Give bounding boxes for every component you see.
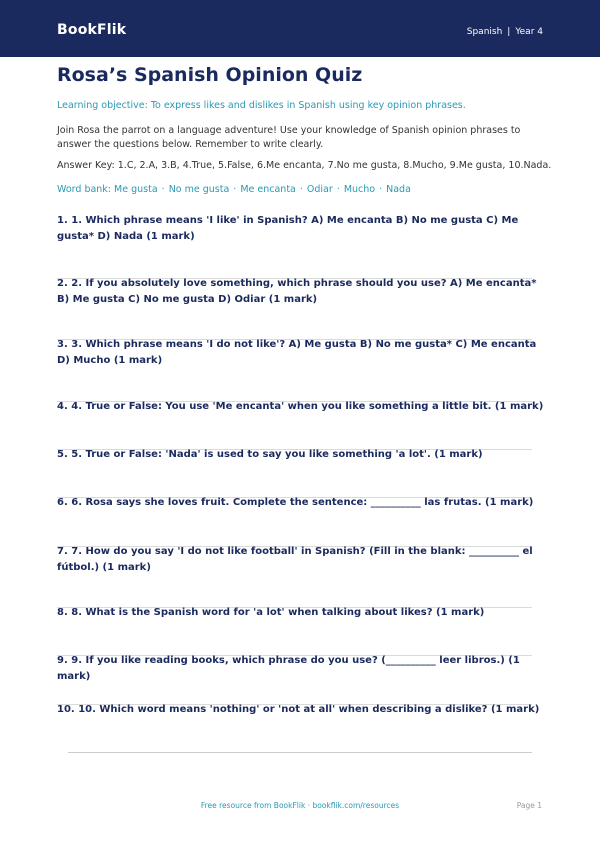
word-bank-label: Word bank: [57, 184, 112, 195]
word-bank-word: Me gusta [114, 184, 158, 195]
word-bank [57, 184, 411, 195]
brand-logo-text[interactable]: BookFlik [57, 22, 127, 38]
answer-key: Answer Key: 1.C, 2.A, 3.B, 4.True, 5.False, 6.Me encanta, 7.No me gusta, 8.Mucho, 9.Me gusta, 10.Nada. [57, 160, 552, 171]
question-4: 4. 4. True or False: You use 'Me encanta' when you like something a little bit. (1 mark) [57, 401, 544, 412]
header-meta [467, 27, 543, 37]
word-bank-word: Me encanta [240, 184, 296, 195]
header-bar [0, 0, 600, 57]
question-8: 8. 8. What is the Spanish word for 'a lot' when talking about likes? (1 mark) [57, 607, 485, 618]
footer-link[interactable]: Free resource from BookFlik · bookflik.com/resources [200, 801, 400, 810]
word-bank-word: Odiar [306, 184, 333, 195]
word-bank-word: Nada [386, 184, 411, 195]
word-bank-separator: · [161, 184, 165, 195]
word-bank-word: Mucho [343, 184, 376, 195]
question-5: 5. 5. True or False: 'Nada' is used to say you like something 'a lot'. (1 mark) [57, 449, 483, 460]
word-bank-separator: · [336, 184, 340, 195]
learning-objective: Learning objective: To express likes and dislikes in Spanish using key opinion phrases. [57, 100, 466, 111]
subject-label: Spanish [466, 27, 503, 37]
page-number: Page 1 [516, 801, 542, 810]
word-bank-separator: · [379, 184, 383, 195]
meta-separator: | [507, 27, 511, 37]
question-7: 7. 7. How do you say 'I do not like football' in Spanish? (Fill in the blank: __________ el fútbol.) (1 mark) [57, 546, 533, 573]
intro-paragraph: Join Rosa the parrot on a language adventure! Use your knowledge of Spanish opinion phrases to answer the questions below. Remember to write clearly. [57, 125, 521, 150]
question-2: 2. 2. If you absolutely love something, which phrase should you use? A) Me encanta* B) Me gusta C) No me gusta D) Odiar (1 mark) [57, 278, 537, 305]
footer-divider [68, 752, 532, 753]
word-bank-separator: · [233, 184, 237, 195]
page-title: Rosa’s Spanish Opinion Quiz [57, 64, 363, 86]
question-9: 9. 9. If you like reading books, which phrase do you use? (__________ leer libros.) (1 mark) [57, 655, 520, 682]
word-bank-word: No me gusta [168, 184, 230, 195]
question-1: 1. 1. Which phrase means 'I like' in Spanish? A) Me encanta B) No me gusta C) Me gusta* D) Nada (1 mark) [57, 215, 519, 242]
question-6: 6. 6. Rosa says she loves fruit. Complete the sentence: __________ las frutas. (1 mark) [57, 497, 534, 508]
question-3: 3. 3. Which phrase means 'I do not like'? A) Me gusta B) No me gusta* C) Me encanta D) Mucho (1 mark) [57, 339, 537, 366]
question-10: 10. 10. Which word means 'nothing' or 'not at all' when describing a dislike? (1 mark) [57, 704, 540, 715]
word-bank-separator: · [299, 184, 303, 195]
year-label: Year 4 [515, 27, 543, 37]
